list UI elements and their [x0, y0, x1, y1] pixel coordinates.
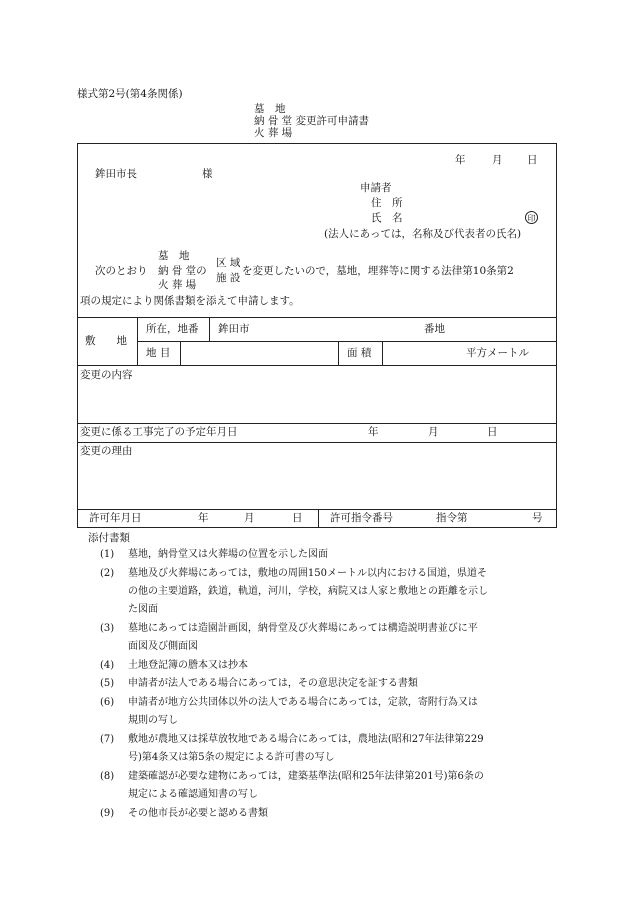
name-label: 氏 名: [371, 212, 403, 224]
attachment-text: その他市長が必要と認める書類: [128, 808, 268, 819]
rule-site-bottom: [77, 365, 557, 366]
completion-day: 日: [487, 426, 498, 438]
attachment-number: (4): [100, 660, 115, 671]
title-line-2: 納 骨 堂 変更許可申請書: [254, 115, 370, 127]
directive-suffix: 号: [532, 512, 543, 524]
location-label: 所在，地番: [146, 323, 199, 335]
area-label: 面 積: [347, 347, 372, 359]
rule-site-label-divider: [137, 317, 138, 365]
rule-area-left-divider: [338, 341, 339, 365]
permit-date-label: 許可年月日: [89, 512, 142, 524]
seal-mark: 印: [525, 211, 538, 224]
reason-label: 変更の理由: [80, 445, 133, 457]
rule-reason-bottom: [77, 509, 557, 510]
attachment-item-2: [100, 569, 487, 579]
statement-prefix: 次のとおり: [95, 265, 148, 277]
attachment-item-4: [100, 661, 248, 671]
part-area: 区 域: [216, 257, 241, 269]
permit-number-label: 許可指令番号: [330, 512, 393, 524]
title-line-1: 墓 地: [254, 103, 286, 115]
attachment-item-3: [100, 624, 478, 634]
rule-changes-bottom: [77, 423, 557, 424]
attachment-item-1: [100, 550, 328, 560]
title-line-3: 火 葬 場: [254, 127, 293, 139]
facility-cemetery: 墓 地: [158, 250, 190, 262]
attachment-text: 土地登記簿の謄本又は抄本: [128, 660, 248, 671]
attachment-text: 敷地が農地又は採草放牧地である場合にあっては，農地法(昭和27年法律第229: [128, 734, 484, 745]
rule-category-divider: [180, 341, 181, 365]
rule-location-divider: [209, 317, 210, 341]
rule-permit-divider: [318, 509, 319, 528]
date-day-label: 日: [527, 154, 538, 166]
addressee: 鉾田市長: [95, 168, 137, 180]
attachment-item-5: [100, 679, 418, 689]
attachment-number: (7): [100, 734, 115, 745]
changes-label: 変更の内容: [80, 369, 133, 381]
attachment-number: (9): [100, 808, 115, 819]
attachment-number: (6): [100, 697, 115, 708]
attachment-text: 墓地及び火葬場にあっては，敷地の周囲150メートル以内における国道，県道そ: [128, 568, 487, 579]
applicant-label: 申請者: [360, 182, 392, 194]
permit-day: 日: [292, 512, 303, 524]
city-name: 鉾田市: [218, 323, 250, 335]
attachment-item-2-line-2: の他の主要道路，鉄道，軌道，河川，学校，病院又は人家と敷地との距離を示し: [128, 586, 488, 597]
corporate-note: (法人にあっては，名称及び代表者の氏名): [324, 228, 522, 240]
attachment-number: (3): [100, 623, 115, 634]
land-category-label: 地 目: [146, 347, 171, 359]
permit-year: 年: [198, 512, 209, 524]
date-month-label: 月: [492, 154, 503, 166]
rule-area-right-divider: [382, 341, 383, 365]
completion-date-label: 変更に係る工事完了の予定年月日: [80, 426, 238, 438]
attachment-item-6: [100, 698, 478, 708]
attachment-text: 建築確認が必要な建物にあっては，建築基準法(昭和25年法律第201号)第6条の: [128, 771, 484, 782]
area-unit: 平方メートル: [466, 347, 529, 359]
attachment-item-7: [100, 735, 484, 745]
part-facility: 施 設: [216, 272, 241, 284]
honorific: 様: [202, 168, 213, 180]
facility-crematorium: 火 葬 場: [158, 279, 197, 291]
rule-site-middle: [137, 341, 557, 342]
completion-year: 年: [368, 426, 379, 438]
rule-site-top: [77, 317, 557, 318]
permit-month: 月: [244, 512, 255, 524]
attachment-number: (8): [100, 771, 115, 782]
attachment-text: 申請者が法人である場合にあっては，その意思決定を証する書類: [128, 678, 418, 689]
statement-line-2: 項の規定により関係書類を添えて申請します。: [80, 295, 300, 307]
rule-completion-bottom: [77, 442, 557, 443]
attachment-number: (2): [100, 568, 115, 579]
completion-month: 月: [428, 426, 439, 438]
address-label: 住 所: [371, 197, 403, 209]
attachment-number: (5): [100, 678, 115, 689]
lot-number-label: 番地: [424, 323, 445, 335]
date-year-label: 年: [455, 154, 466, 166]
attachment-item-7-line-2: 号)第4条又は第5条の規定による許可書の写し: [128, 752, 335, 763]
statement-suffix: を変更したいので，墓地，埋葬等に関する法律第10条第2: [242, 265, 514, 277]
attachment-item-6-line-2: 規則の写し: [128, 715, 178, 726]
attachment-text: 墓地，納骨堂又は火葬場の位置を示した図面: [128, 549, 328, 560]
directive-prefix: 指令第: [436, 512, 468, 524]
attachment-item-3-line-2: 面図及び側面図: [128, 641, 198, 652]
facility-ossuary: 納 骨 堂の: [158, 265, 207, 277]
attachment-item-2-line-3: た図面: [128, 604, 158, 615]
attachment-item-9: [100, 809, 268, 819]
form-number: 様式第2号(第4条関係): [77, 88, 183, 100]
attachment-item-8: [100, 772, 484, 782]
application-form-box: [77, 143, 557, 528]
attachment-number: (1): [100, 549, 115, 560]
attachment-item-8-line-2: 規定による確認通知書の写し: [128, 789, 258, 800]
attachment-text: 墓地にあっては造園計画図，納骨堂及び火葬場にあっては構造説明書並びに平: [128, 623, 478, 634]
attachment-text: 申請者が地方公共団体以外の法人である場合にあっては，定款，寄附行為又は: [128, 697, 478, 708]
attachments-heading: 添付書類: [88, 532, 130, 544]
site-label: 敷 地: [85, 335, 127, 347]
